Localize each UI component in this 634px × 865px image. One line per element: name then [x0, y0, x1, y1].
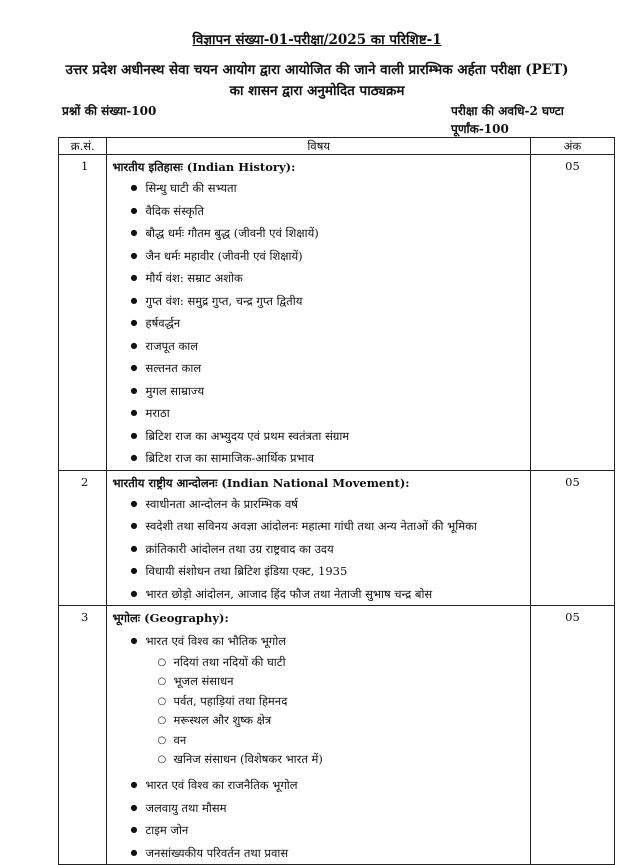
list-item: ● भारत एवं विश्व का राजनैतिक भूगोल	[107, 774, 529, 797]
list-item: ● जैन धर्मः महावीर (जीवनी एवं शिक्षायें)	[107, 245, 529, 268]
syllabus-table	[58, 137, 615, 865]
row-subject	[107, 606, 530, 865]
list-item: ● स्वदेशी तथा सविनय अवज्ञा आंदोलनः महात्मा गांधी तथा अन्य नेताओं की भूमिका	[107, 515, 529, 538]
list-item: ● ब्रिटिश राज का सामाजिक-आर्थिक प्रभाव	[107, 447, 529, 470]
section-title: भारतीय इतिहासः (Indian History):	[112, 160, 296, 174]
row-subject	[107, 470, 530, 606]
topic-list	[107, 493, 529, 606]
exam-duration: परीक्षा की अवधि-2 घण्टा	[451, 104, 564, 118]
list-item: ● राजपूत काल	[107, 335, 529, 358]
document-title: विज्ञापन संख्या-01-परीक्षा/2025 का परिशिष्ट-1	[192, 32, 442, 48]
row-marks: 05	[530, 155, 614, 471]
topic-list	[107, 630, 529, 653]
list-item: ● बौद्ध धर्मः गौतम बुद्ध (जीवनी एवं शिक्षायें)	[107, 222, 529, 245]
sub-list-item: ○ भूजल संसाधन	[107, 672, 529, 692]
list-item: ● टाइम जोन	[107, 819, 529, 842]
sub-list-item: ○ पर्वत, पहाड़ियां तथा हिमनद	[107, 692, 529, 712]
table-row	[59, 470, 615, 606]
list-item: ● क्रांतिकारी आंदोलन तथा उग्र राष्ट्रवाद का उदय	[107, 538, 529, 561]
topic-list	[107, 177, 529, 470]
heading-line-2: का शासन द्वारा अनुमोदित पाठ्यक्रम	[229, 83, 405, 99]
total-marks: पूर्णांक-100	[451, 122, 509, 136]
list-item: ● भारत छोड़ो आंदोलन, आजाद हिंद फौज तथा नेताजी सुभाष चन्द्र बोस	[107, 583, 529, 606]
list-item: ● मौर्य वंश: सम्राट अशोक	[107, 267, 529, 290]
sub-list-item: ○ वन	[107, 731, 529, 751]
table-header-row	[59, 138, 615, 155]
sub-topic-list	[107, 653, 529, 771]
list-item: ● वैदिक संस्कृति	[107, 200, 529, 223]
list-item: ● ब्रिटिश राज का अभ्युदय एवं प्रथम स्वतंत्रता संग्राम	[107, 425, 529, 448]
row-sno: 3	[59, 606, 107, 865]
list-item: ● जलवायु तथा मौसम	[107, 797, 529, 820]
list-item: ● विधायी संशोधन तथा ब्रिटिश इंडिया एक्ट, 1935	[107, 560, 529, 583]
table-row	[59, 155, 615, 471]
list-item: ● सल्तनत काल	[107, 357, 529, 380]
section-title: भारतीय राष्ट्रीय आन्दोलनः (Indian National Movement):	[112, 475, 410, 490]
list-item: ● जनसांख्यकीय परिवर्तन तथा प्रवास	[107, 842, 529, 865]
list-item: ● मुगल साम्राज्य	[107, 380, 529, 403]
list-item: ● मराठा	[107, 402, 529, 425]
row-sno: 2	[59, 470, 107, 606]
heading-line-1: उत्तर प्रदेश अधीनस्थ सेवा चयन आयोग द्वारा आयोजित की जाने वाली प्रारम्भिक अर्हता परीक्षा (PET)	[65, 62, 569, 78]
sub-list-item: ○ नदियां तथा नदियों की घाटी	[107, 653, 529, 673]
list-item: ● गुप्त वंश: समुद्र गुप्त, चन्द्र गुप्त द्वितीय	[107, 290, 529, 313]
header-subject: विषय	[107, 138, 530, 155]
list-item: ● सिन्धु घाटी की सभ्यता	[107, 177, 529, 200]
topic-list	[107, 774, 529, 864]
header-sno: क्र.सं.	[59, 138, 107, 155]
row-subject	[107, 155, 530, 471]
row-sno: 1	[59, 155, 107, 471]
question-count: प्रश्नों की संख्या-100	[62, 104, 157, 118]
list-item: ● भारत एवं विश्व का भौतिक भूगोल	[107, 630, 529, 653]
section-title: भूगोलः (Geography):	[112, 611, 229, 625]
header-marks: अंक	[530, 138, 614, 155]
row-marks: 05	[530, 470, 614, 606]
sub-list-item: ○ खनिज संसाधन (विशेषकर भारत में)	[107, 750, 529, 770]
table-row	[59, 606, 615, 865]
sub-list-item: ○ मरूस्थल और शुष्क क्षेत्र	[107, 711, 529, 731]
list-item: ● हर्षवर्द्धन	[107, 312, 529, 335]
row-marks: 05	[530, 606, 614, 865]
list-item: ● स्वाधीनता आन्दोलन के प्रारम्भिक वर्ष	[107, 493, 529, 516]
